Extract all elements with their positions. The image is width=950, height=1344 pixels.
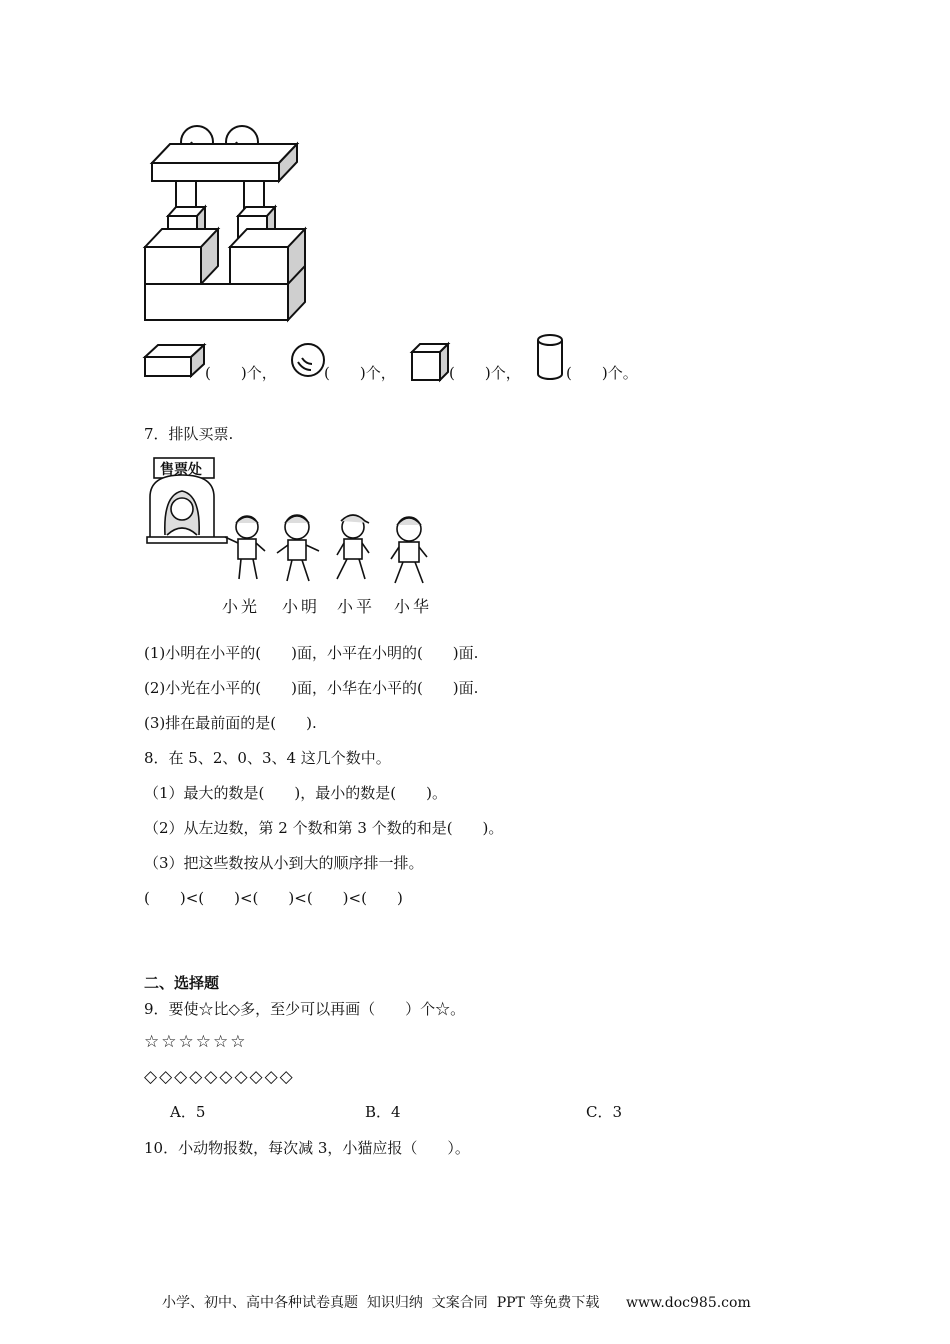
q9-option-a: A．5 bbox=[170, 1103, 206, 1121]
section-heading: 二、选择题 bbox=[144, 974, 220, 992]
sphere-count-blank: ( )个， bbox=[324, 364, 396, 382]
q8-sub3: （3）把这些数按从小到大的顺序排一排。 bbox=[144, 854, 424, 872]
sphere-icon bbox=[290, 342, 326, 378]
q8-order-row: ( )<( )<( )<( )<( ) bbox=[144, 889, 403, 907]
cuboid-icon bbox=[144, 343, 206, 377]
sphere-left bbox=[181, 126, 213, 158]
q7-sub3: (3)排在最前面的是( ). bbox=[144, 714, 317, 732]
q9-title: 9．要使☆比◇多，至少可以再画（ ）个☆。 bbox=[144, 1000, 466, 1018]
q9-option-c: C．3 bbox=[586, 1103, 623, 1121]
kid-name-2: 小明 bbox=[282, 597, 321, 616]
diamond-row: ◇◇◇◇◇◇◇◇◇◇ bbox=[144, 1067, 295, 1087]
q8-sub2: （2）从左边数，第 2 个数和第 3 个数的和是( )。 bbox=[144, 819, 504, 837]
cylinder-count-blank: ( )个。 bbox=[566, 364, 638, 382]
cube-icon bbox=[410, 342, 450, 382]
cylinder-icon bbox=[535, 333, 565, 381]
q7-sub2: (2)小光在小平的( )面，小华在小平的( )面. bbox=[144, 679, 479, 697]
ticket-office-sign: 售票处 bbox=[160, 462, 202, 478]
sphere-right bbox=[226, 126, 258, 158]
kid-name-4: 小华 bbox=[394, 597, 433, 616]
page-footer: 小学、初中、高中各种试卷真题 知识归纳 文案合同 PPT 等免费下载 www.doc985.com bbox=[162, 1295, 751, 1311]
q8-sub1: （1）最大的数是( )，最小的数是( )。 bbox=[144, 784, 447, 802]
cuboid-count-blank: ( )个， bbox=[205, 364, 277, 382]
q9-option-b: B．4 bbox=[365, 1103, 401, 1121]
star-row: ☆☆☆☆☆☆ bbox=[144, 1032, 248, 1052]
q7-sub1: (1)小明在小平的( )面，小平在小明的( )面. bbox=[144, 644, 479, 662]
kid-name-1: 小光 bbox=[222, 597, 261, 616]
q8-title: 8．在 5、2、0、3、4 这几个数中。 bbox=[144, 749, 391, 767]
cube-count-blank: ( )个， bbox=[449, 364, 521, 382]
q7-title: 7．排队买票. bbox=[144, 425, 234, 443]
cylinder-right bbox=[244, 181, 264, 209]
q10-title: 10．小动物报数，每次减 3，小猫应报（ ）。 bbox=[144, 1139, 470, 1157]
cylinder-left bbox=[176, 181, 196, 209]
kid-name-3: 小平 bbox=[337, 597, 376, 616]
